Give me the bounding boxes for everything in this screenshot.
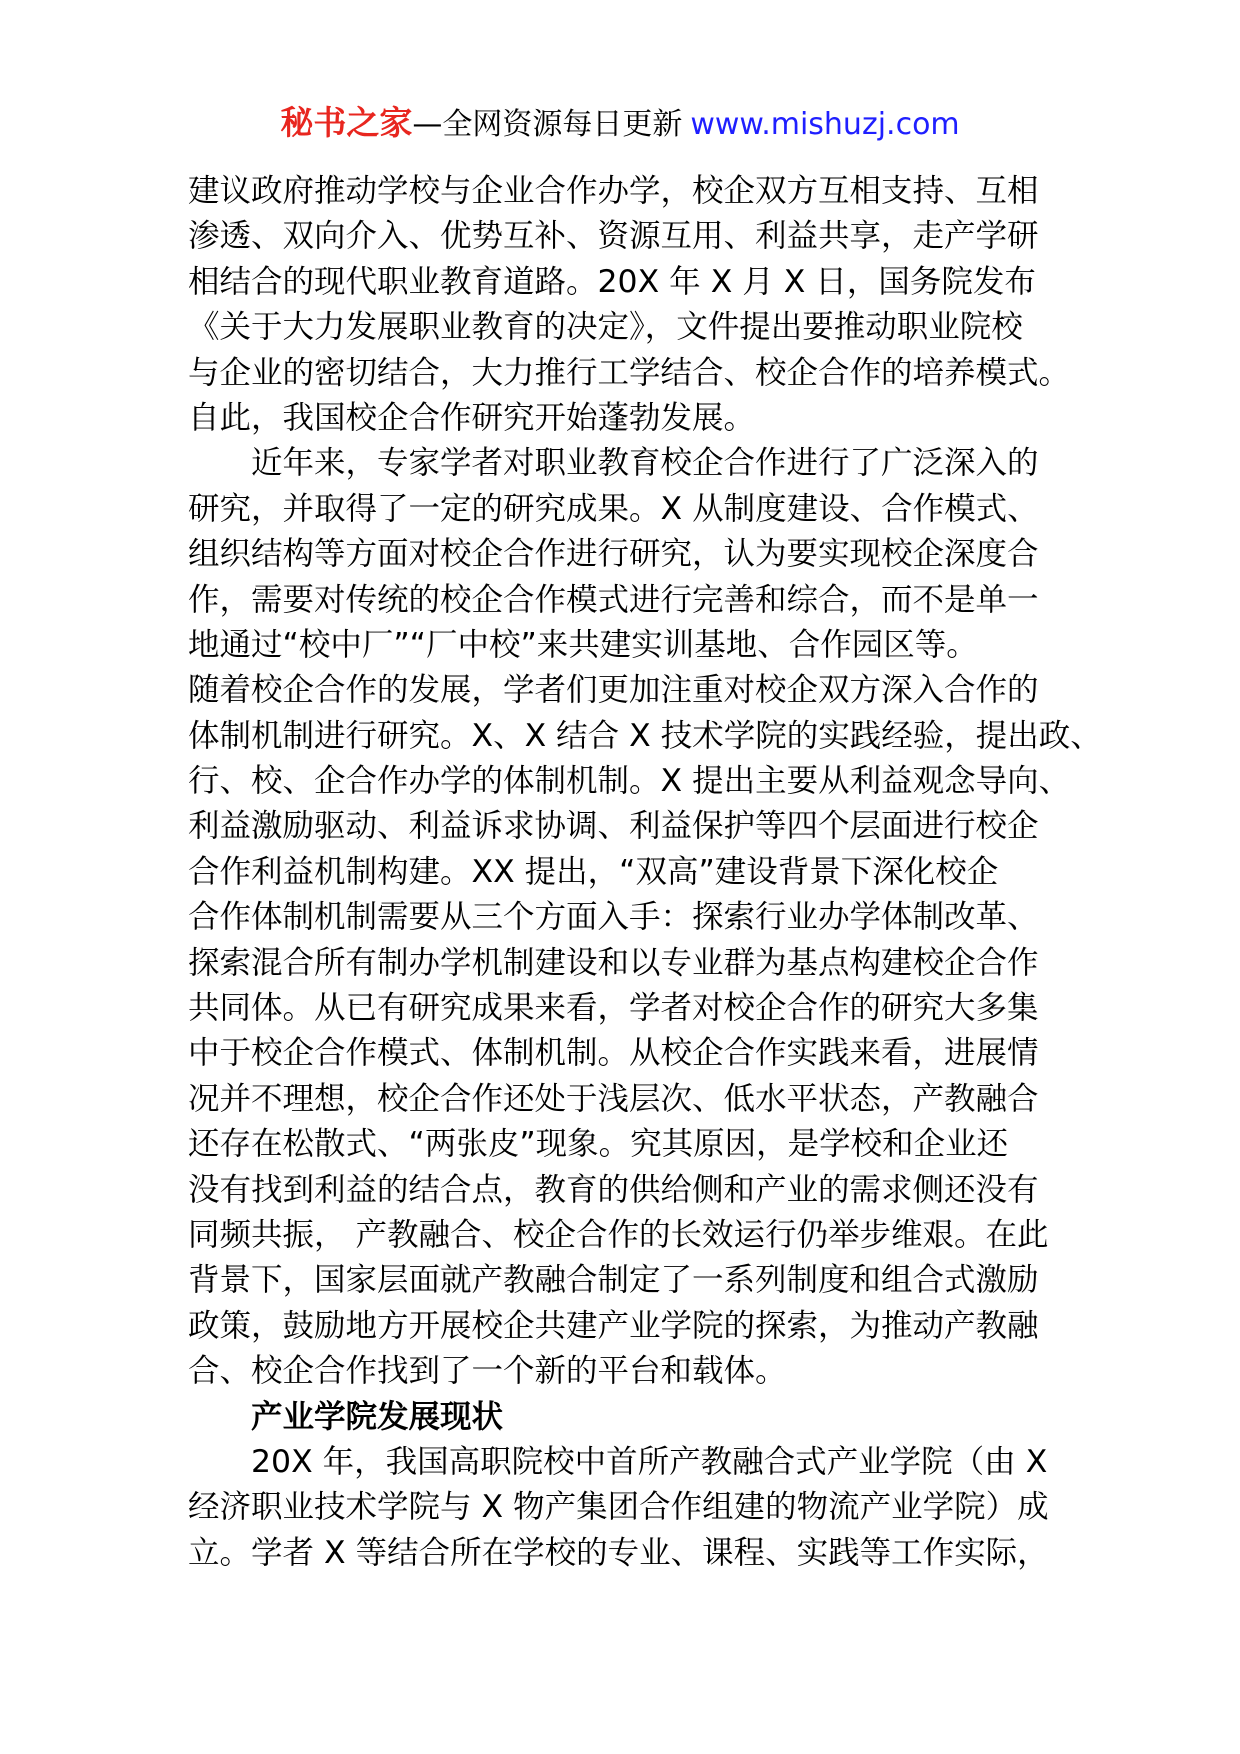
header-tagline: —全网资源每日更新: [412, 107, 683, 142]
text-line: 行、校、企合作办学的体制机制。X 提出主要从利益观念导向、: [188, 763, 1071, 800]
website-link[interactable]: www.mishuzj.com: [690, 107, 960, 142]
text-line: 合、校企合作找到了一个新的平台和载体。: [188, 1353, 787, 1390]
text-line: 建议政府推动学校与企业合作办学，校企双方互相支持、互相: [188, 173, 1039, 209]
text-line: 地通过“校中厂”“厂中校”来共建实训基地、合作园区等。: [188, 626, 978, 663]
text-line: 作，需要对传统的校企合作模式进行完善和综合，而不是单一: [188, 581, 1039, 618]
text-line: 同频共振， 产教融合、校企合作的长效运行仍举步维艰。在此: [188, 1216, 1049, 1253]
text-line: 背景下，国家层面就产教融合制定了一系列制度和组合式激励: [188, 1262, 1039, 1299]
text-line: 立。学者 X 等结合所在学校的专业、课程、实践等工作实际，: [188, 1534, 1049, 1571]
text-line: 与企业的密切结合，大力推行工学结合、校企合作的培养模式。: [188, 354, 1071, 391]
text-line: 中于校企合作模式、体制机制。从校企合作实践来看，进展情: [188, 1035, 1039, 1072]
page-header: [0, 100, 1240, 148]
text-line: 探索混合所有制办学机制建设和以专业群为基点构建校企合作: [188, 944, 1039, 981]
paragraph: [188, 441, 1102, 1394]
text-line: 利益激励驱动、利益诉求协调、利益保护等四个层面进行校企: [188, 808, 1039, 845]
text-line: 研究，并取得了一定的研究成果。X 从制度建设、合作模式、: [188, 490, 1039, 527]
text-line: 经济职业技术学院与 X 物产集团合作组建的物流产业学院）成: [188, 1489, 1049, 1526]
text-line: 随着校企合作的发展，学者们更加注重对校企双方深入合作的: [188, 672, 1039, 709]
text-line: 20X 年，我国高职院校中首所产教融合式产业学院（由 X: [251, 1443, 1048, 1480]
text-line: 自此，我国校企合作研究开始蓬勃发展。: [188, 399, 756, 436]
paragraph: [188, 1440, 1088, 1576]
text-line: 渗透、双向介入、优势互补、资源互用、利益共享，走产学研: [188, 218, 1039, 255]
paragraph: [188, 169, 1088, 441]
text-line: 体制机制进行研究。X、X 结合 X 技术学院的实践经验，提出政、: [188, 717, 1102, 754]
text-line: 相结合的现代职业教育道路。20X 年 X 月 X 日，国务院发布: [188, 263, 1036, 300]
text-line: 没有找到利益的结合点，教育的供给侧和产业的需求侧还没有: [188, 1171, 1039, 1208]
text-line: 况并不理想，校企合作还处于浅层次、低水平状态，产教融合: [188, 1080, 1039, 1117]
section-heading: 产业学院发展现状: [251, 1398, 504, 1435]
text-line: 《关于大力发展职业教育的决定》，文件提出要推动职业院校: [188, 309, 1023, 346]
document-body: [188, 169, 1102, 1576]
text-line: 合作体制机制需要从三个方面入手：探索行业办学体制改革、: [188, 899, 1039, 936]
text-line: 组织结构等方面对校企合作进行研究，认为要实现校企深度合: [188, 536, 1039, 573]
text-line: 合作利益机制构建。XX 提出，“双高”建设背景下深化校企: [188, 853, 999, 890]
text-line: 近年来，专家学者对职业教育校企合作进行了广泛深入的: [251, 445, 1039, 482]
brand-name: 秘书之家: [280, 103, 413, 142]
text-line: 政策，鼓励地方开展校企共建产业学院的探索，为推动产教融: [188, 1307, 1039, 1344]
text-line: 共同体。从已有研究成果来看，学者对校企合作的研究大多集: [188, 990, 1039, 1027]
text-line: 还存在松散式、“两张皮”现象。究其原因，是学校和企业还: [188, 1126, 1009, 1163]
